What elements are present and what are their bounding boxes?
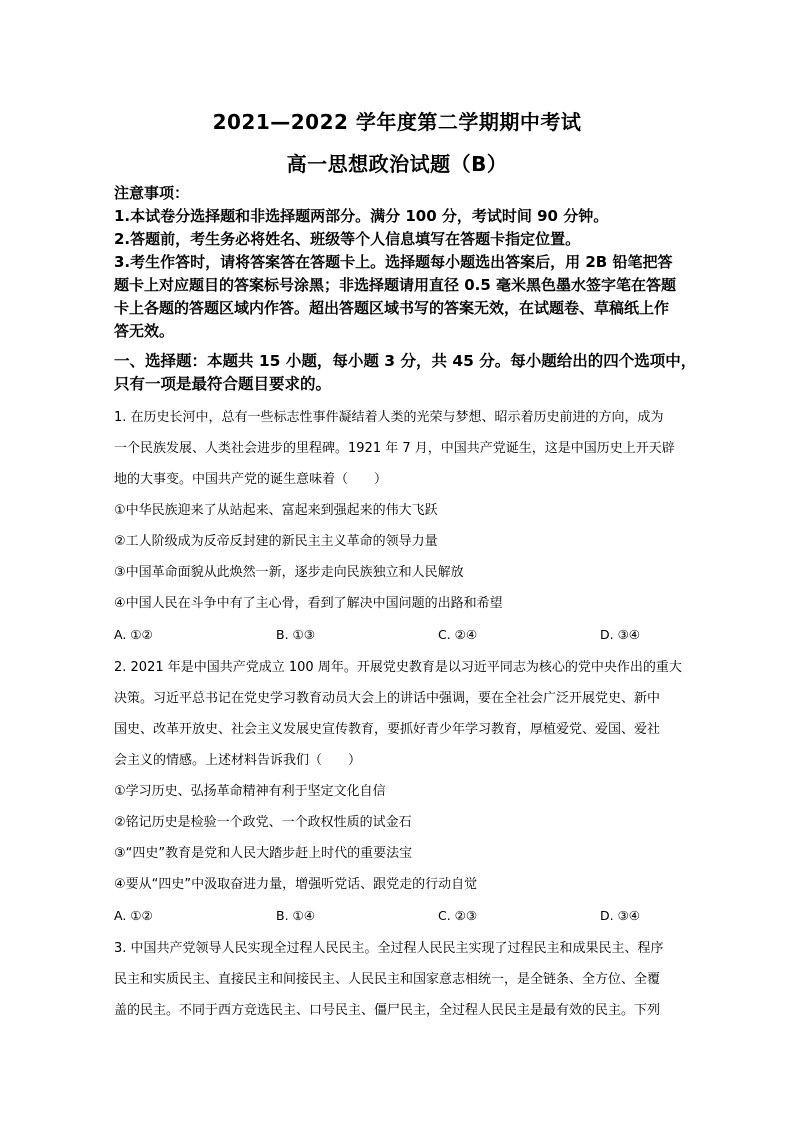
question-2-line-1: 2. 2021 年是中国共产党成立 100 周年。开展党史教育是以习近平同志为核心的党中央作出的重大 [114, 660, 682, 675]
question-2-choice-c[interactable]: C. ②③ [438, 908, 478, 923]
exam-subtitle: 高一思想政治试题（B） [286, 152, 508, 176]
question-3-line-2: 民主和实质民主、直接民主和间接民主、人民民主和国家意志相统一，是全链条、全方位、全覆 [114, 972, 661, 987]
notes-item-3-line-3: 卡上各题的答题区域内作答。超出答题区域书写的答案无效，在试题卷、草稿纸上作 [114, 299, 670, 317]
question-2-line-3: 国史、改革开放史、社会主义发展史宣传教育，要抓好青少年学习教育，厚植爱党、爱国、爱社 [114, 722, 661, 737]
notes-item-3-line-2: 题卡上对应题目的答案标号涂黑；非选择题请用直径 0.5 毫米黑色墨水签字笔在答题 [114, 276, 677, 294]
question-1-line-1: 1. 在历史长河中，总有一些标志性事件凝结着人类的光荣与梦想、昭示着历史前进的方向，成为 [114, 410, 664, 425]
question-2-choice-b[interactable]: B. ①④ [276, 908, 315, 923]
question-2-line-2: 决策。习近平总书记在党史学习教育动员大会上的讲话中强调，要在全社会广泛开展党史、新中 [114, 691, 661, 706]
question-1-choice-a[interactable]: A. ①② [114, 627, 153, 642]
question-2-choice-a[interactable]: A. ①② [114, 908, 153, 923]
question-2-statement-4: ④要从“四史”中汲取奋进力量，增强听党话、跟党走的行动自觉 [114, 877, 478, 892]
question-3-stem [114, 933, 706, 1026]
notes-item-1: 1.本试卷分选择题和非选择题两部分。满分 100 分，考试时间 90 分钟。 [114, 207, 609, 225]
question-1-choice-d[interactable]: D. ③④ [600, 627, 640, 642]
question-1-statement-1: ①中华民族迎来了从站起来、富起来到强起来的伟大飞跃 [114, 503, 438, 518]
question-1-choices [114, 619, 674, 650]
notes-item-2: 2.答题前，考生务必将姓名、班级等个人信息填写在答题卡指定位置。 [114, 230, 581, 248]
question-3-line-1: 3. 中国共产党领导人民实现全过程人民民主。全过程人民民主实现了过程民主和成果民主、程序 [114, 941, 664, 956]
notes-item-3-line-1: 3.考生作答时，请将答案答在答题卡上。选择题每小题选出答案后，用 2B 铅笔把答 [114, 253, 673, 271]
question-1-choice-c[interactable]: C. ②④ [438, 627, 478, 642]
exam-title: 2021—2022 学年度第二学期期中考试 [212, 110, 582, 134]
section-heading-line-2: 只有一项是最符合题目要求的。 [114, 375, 332, 393]
notes-block [114, 182, 714, 343]
question-2-choices [114, 900, 674, 931]
question-2-stem [114, 652, 706, 776]
notes-heading: 注意事项： [114, 184, 190, 202]
question-2-choice-d[interactable]: D. ③④ [600, 908, 640, 923]
question-1-line-2: 一个民族发展、人类社会进步的里程碑。1921 年 7 月，中国共产党诞生，这是中国历史上开天辟 [114, 441, 675, 456]
question-1-line-3: 地的大事变。中国共产党的诞生意味着（ ） [114, 472, 388, 487]
section-heading-line-1: 一、选择题：本题共 15 小题，每小题 3 分，共 45 分。每小题给出的四个选项中， [114, 352, 697, 370]
question-2-line-4: 会主义的情感。上述材料告诉我们（ ） [114, 753, 362, 768]
question-1-statement-3: ③中国革命面貌从此焕然一新，逐步走向民族独立和人民解放 [114, 565, 464, 580]
question-1-statement-2: ②工人阶级成为反帝反封建的新民主主义革命的领导力量 [114, 534, 438, 549]
question-1-statement-4: ④中国人民在斗争中有了主心骨，看到了解决中国问题的出路和希望 [114, 596, 503, 611]
question-2-statement-1: ①学习历史、弘扬革命精神有利于坚定文化自信 [114, 784, 386, 799]
question-3-line-3: 盖的民主。不同于西方竞选民主、口号民主、僵尸民主，全过程人民民主是最有效的民主。下列 [114, 1003, 661, 1018]
question-1-choice-b[interactable]: B. ①③ [276, 627, 315, 642]
question-1-stem [114, 402, 706, 495]
section-heading [114, 350, 714, 396]
question-2-statement-2: ②铭记历史是检验一个政党、一个政权性质的试金石 [114, 815, 412, 830]
question-2-statement-3: ③“四史”教育是党和人民大踏步赶上时代的重要法宝 [114, 846, 413, 861]
notes-item-3-line-4: 答无效。 [114, 322, 175, 340]
